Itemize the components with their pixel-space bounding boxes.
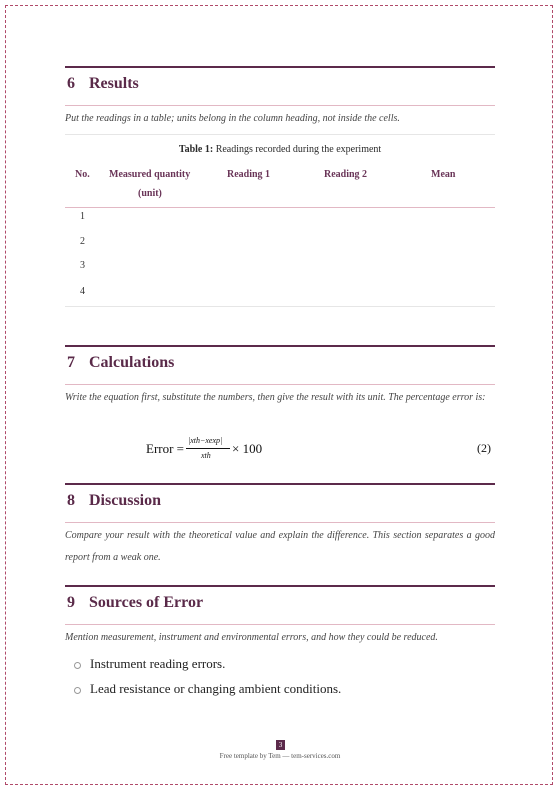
section-title: Discussion xyxy=(89,492,162,509)
section-number: 8 xyxy=(67,492,75,509)
section-title: Results xyxy=(89,75,139,92)
section-heading xyxy=(65,347,495,376)
section-intro: Put the readings in a table; units belong in the column heading, not inside the cells. xyxy=(65,113,400,124)
table-row: 4 xyxy=(80,286,85,297)
section-number: 7 xyxy=(67,354,75,371)
section-subrule xyxy=(65,624,495,625)
header-reading-1: Reading 1 xyxy=(227,169,271,180)
bullet-icon xyxy=(74,662,81,669)
equation-rhs: × 100 xyxy=(232,441,263,456)
section-results xyxy=(65,66,495,135)
table-caption xyxy=(65,144,495,155)
table-caption-label: Table 1: xyxy=(178,144,214,155)
section-heading xyxy=(65,485,495,514)
header-reading-2: Reading 2 xyxy=(324,169,368,180)
section-number: 6 xyxy=(67,75,75,92)
header-unit: (unit) xyxy=(138,188,162,199)
section-intro: Write the equation first, substitute the numbers, then give the result with its unit. The percentage error is: xyxy=(65,392,486,403)
section-title: Calculations xyxy=(89,354,175,371)
section-calculations xyxy=(65,345,495,409)
footer-text: Free template by Tem — tem-services.com xyxy=(219,752,341,760)
equation-numerator: |xth−xexp| xyxy=(188,436,223,445)
table-row: 2 xyxy=(80,236,85,247)
table-bottom-rule xyxy=(65,306,495,307)
header-measured-quantity: Measured quantity xyxy=(109,169,191,180)
section-discussion xyxy=(65,483,495,569)
section-intro: Mention measurement, instrument and environmental errors, and how they could be reduced. xyxy=(65,632,438,643)
equation-number: (2) xyxy=(477,441,491,455)
section-heading xyxy=(65,587,495,616)
readings-table xyxy=(65,144,495,297)
error-equation xyxy=(65,436,495,466)
error-list xyxy=(65,656,495,706)
table-row: 3 xyxy=(80,260,85,271)
section-title: Sources of Error xyxy=(89,594,204,611)
fraction-bar xyxy=(186,448,230,449)
section-subrule xyxy=(65,522,495,523)
table-row: 1 xyxy=(80,211,85,222)
header-no: No. xyxy=(75,169,90,180)
bullet-icon xyxy=(74,687,81,694)
section-sources-of-error xyxy=(65,585,495,649)
list-item: Instrument reading errors. xyxy=(90,656,226,671)
section-heading xyxy=(65,68,495,97)
section-subrule xyxy=(65,384,495,385)
section-intro: Compare your result with the theoretical value and explain the difference. This section separates a good report from a weak one. xyxy=(65,530,495,563)
equation-denominator: xth xyxy=(201,451,211,460)
list-item: Lead resistance or changing ambient conditions. xyxy=(90,681,342,696)
divider xyxy=(65,134,495,135)
table-caption-text: Readings recorded during the experiment xyxy=(215,144,382,155)
header-mean: Mean xyxy=(431,169,456,180)
equation-lhs: Error = xyxy=(146,441,185,456)
page-number: 3 xyxy=(276,740,285,750)
table-header-rule xyxy=(65,207,495,208)
section-number: 9 xyxy=(67,594,75,611)
section-subrule xyxy=(65,105,495,106)
